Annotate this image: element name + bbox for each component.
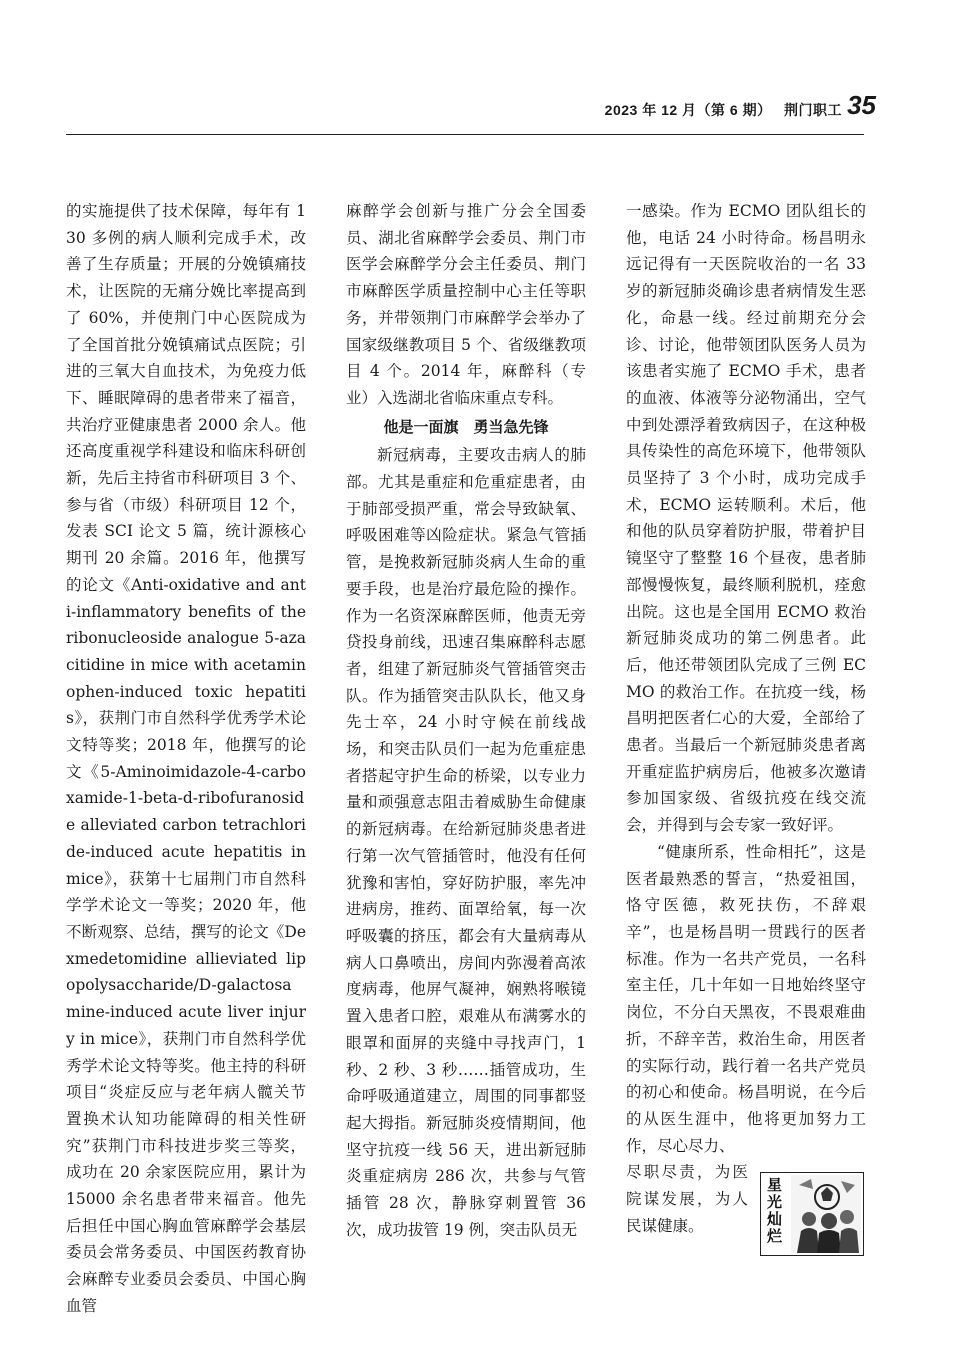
paragraph: 的实施提供了技术保障，每年有 130 多例的病人顺利完成手术，改善了生存质量；开展的分娩镇痛技术，让医院的无痛分娩比率提高到了 60%，并使荆门中心医院成为了全国首批分娩镇痛试点医院；引进的三氧大自血技术，为免疫力低下、睡眠障碍的患者带来了福音，共治疗亚健康患者 2000 余人。他还高度重视学科建设和临床科研创新，先后主持省市科研项目 3 个、参与省（市级）科研项目 12 个，发表 SCI 论文 5 篇，统计源核心期刊 20 余篇。2016 年，他撰写的论文《Anti-oxidative and anti-inflammatory benefits of the ribonucleoside analogue 5-azacitidine in mice with acetaminophen-induced toxic hepatitis》，获荆门市自然科学优秀学术论文特等奖；2018 年，他撰写的论文《5-Aminoimidazole-4-carboxamide-1-beta-d-ribofuranoside alleviated carbon tetrachloride-induced acute hepatitis in mice》，获第十七届荆门市自然科学学术论文一等奖；2020 年，他不断观察、总结，撰写的论文《Dexmedetomidine allieviated lipopolysaccharide/D-galactosamine-induced acute liver injury in mice》，获荆门市自然科学优秀学术论文特等奖。他主持的科研项目“炎症反应与老年病人髋关节置换术认知功能障碍的相关性研究”获荆门市科技进步奖三等奖，成功在 20 余家医院应用，累计为 15000 余名患者带来福音。他先后担任中国心胸血管麻醉学会基层委员会常务委员、中国医药教育协会麻醉专业委员会委员、中国心胸血管	[66, 202, 306, 1315]
paragraph: 一感染。作为 ECMO 团队组长的他，电话 24 小时待命。杨昌明永远记得有一天医院收治的一名 33 岁的新冠肺炎确诊患者病情发生恶化，命悬一线。经过前期充分会诊、讨论，他带领团队医务人员为该患者实施了 ECMO 手术，患者的血液、体液等分泌物涌出，空气中到处漂浮着致病因子，在这种极具传染性的高危环境下，他带领队员坚持了 3 个小时，成功完成手术，ECMO 运转顺利。术后，他和他的队员穿着防护服，带着护目镜坚守了整整 16 个昼夜，患者肺部慢慢恢复，最终顺利脱机，痊愈出院。这也是全国用 ECMO 救治新冠肺炎成功的第二例患者。此后，他还带领团队完成了三例 ECMO 的救治工作。在抗疫一线，杨昌明把医者仁心的大爱，全部给了患者。当最后一个新冠肺炎患者离开重症监护病房后，他被多次邀请参加国家级、省级抗疫在线交流会，并得到与会专家一致好评。	[626, 202, 866, 835]
paragraph: 麻醉学会创新与推广分会全国委员、湖北省麻醉学会委员、荆门市医学会麻醉学分会主任委员、荆门市麻醉医学质量控制中心主任等职务，并带领荆门市麻醉学会举办了国家级继教项目 5 个、省级继教项目 4 个。2014 年，麻醉科（专业）入选湖北省临床重点专科。	[346, 202, 586, 407]
column-left	[66, 198, 306, 1320]
section-heading: 他是一面旗 勇当急先锋	[383, 417, 549, 436]
paragraph: “健康所系，性命相托”，这是医者最熟悉的誓言，“热爱祖国，恪守医德，救死扶伤，不辞艰辛”，也是杨昌明一贯践行的医者标准。作为一名共产党员，一名科室主任，几十年如一日地始终坚守岗位，不分白天黑夜，不畏艰难曲折，不辞辛苦，救治生命，用医者的实际行动，践行着一名共产党员的初心和使命。杨昌明说，在今后的从医生涯中，他将更加努力工作，尽心尽力、	[626, 842, 866, 1155]
page-header	[0, 86, 960, 126]
logo-illustration-icon	[791, 1175, 861, 1253]
column-right	[626, 198, 866, 1239]
column-logo	[760, 1172, 864, 1256]
logo-text: 星光灿烂	[767, 1176, 783, 1245]
magazine-name: 荆门职工	[784, 102, 842, 118]
header-rule	[66, 134, 864, 135]
paragraph-end: 尽职尽责，为医院谋发展，为人民谋健康。	[626, 1163, 748, 1235]
paragraph: 新冠病毒，主要攻击病人的肺部。尤其是重症和危重症患者，由于肺部受损严重，常会导致缺氧、呼吸困难等凶险症状。紧急气管插管，是挽救新冠肺炎病人生命的重要手段，也是治疗最危险的操作。作为一名资深麻醉医师，他责无旁贷投身前线，迅速召集麻醉科志愿者，组建了新冠肺炎气管插管突击队。作为插管突击队队长，他又身先士卒，24 小时守候在前线战场，和突击队员们一起为危重症患者搭起守护生命的桥梁，以专业力量和顽强意志阻击着威胁生命健康的新冠病毒。在给新冠肺炎患者进行第一次气管插管时，他没有任何犹豫和害怕，穿好防护服，率先冲进病房，推药、面罩给氧，每一次呼吸囊的挤压，都会有大量病毒从病人口鼻喷出，房间内弥漫着高浓度病毒，他屏气凝神，娴熟将喉镜置入患者口腔，艰难从布满雾水的眼罩和面屏的夹缝中寻找声门，1 秒、2 秒、3 秒……插管成功，生命呼吸通道建立，周围的同事都竖起大拇指。新冠肺炎疫情期间，他坚守抗疫一线 56 天，进出新冠肺炎重症病房 286 次，共参与气管插管 28 次，静脉穿刺置管 36 次，成功拔管 19 例，突击队员无	[346, 446, 586, 1239]
issue-info	[597, 100, 842, 120]
page-number: 35	[847, 90, 876, 120]
issue-date: 2023 年 12 月（第 6 期）	[604, 102, 772, 118]
column-middle	[346, 198, 586, 1243]
